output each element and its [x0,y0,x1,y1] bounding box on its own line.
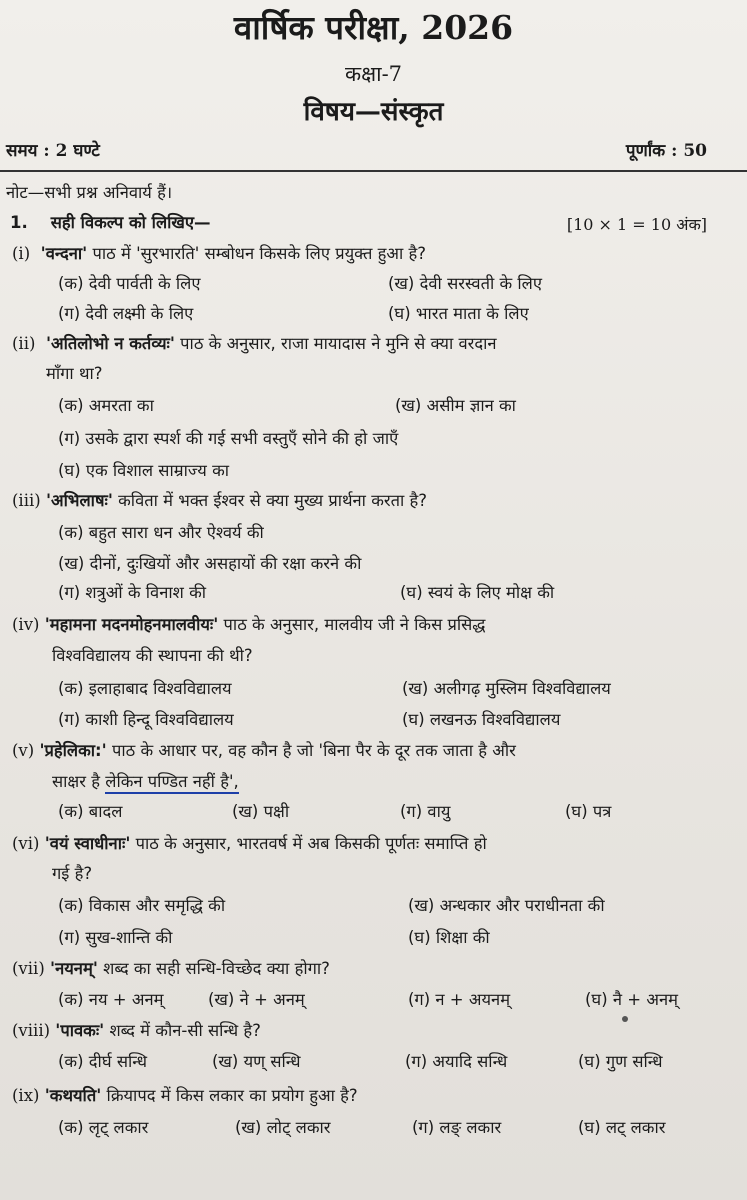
question-text: पाठ में 'सुरभारति' सम्बोधन किसके लिए प्रयुक्त हुआ है? [87,244,427,263]
option: (क) लृट् लकार [58,1118,149,1137]
option: (ख) यण् सन्धि [212,1052,301,1071]
option: (घ) एक विशाल साम्राज्य का [58,461,230,480]
question-text-part: साक्षर है [52,772,106,791]
option: (ख) ने + अनम् [208,990,305,1009]
question-keyword: 'महामना मदनमोहनमालवीयः' [44,615,219,634]
section-instruction: सही विकल्प को लिखिए— [50,213,211,232]
option: (ख) असीम ज्ञान का [395,396,516,415]
question-text-cont [52,771,239,793]
question-number: (v) [12,741,35,760]
option: (क) नय + अनम् [58,990,164,1009]
question-number: (iv) [12,615,40,634]
option: (क) दीर्घ सन्धि [58,1052,147,1071]
section-marks: [10 × 1 = 10 अंक] [566,215,707,234]
question-keyword: 'नयनम्' [50,959,98,978]
option: (घ) शिक्षा की [408,928,490,947]
option: (घ) लखनऊ विश्वविद्यालय [402,710,561,729]
question-keyword: 'प्रहेलिका:' [39,741,107,760]
option: (ग) देवी लक्ष्मी के लिए [58,304,194,323]
option: (क) बहुत सारा धन और ऐश्वर्य की [58,523,264,542]
ink-dot [622,1016,628,1022]
option: (ख) देवी सरस्वती के लिए [388,274,542,293]
question-text: क्रियापद में किस लकार का प्रयोग हुआ है? [101,1086,358,1105]
option: (घ) पत्र [565,802,612,821]
class-label: कक्षा-7 [344,62,403,86]
question-text-cont: विश्वविद्यालय की स्थापना की थी? [52,646,253,665]
underlined-phrase: लेकिन पण्डित नहीं है', [105,772,238,794]
option: (क) देवी पार्वती के लिए [58,274,201,293]
question-keyword: 'वयं स्वाधीनाः' [44,834,131,853]
question-keyword: 'वन्दना' [40,244,88,263]
question-ix [12,1085,358,1107]
option: (घ) स्वयं के लिए मोक्ष की [400,583,555,602]
full-marks-label: पूर्णांक : 50 [625,141,707,161]
question-keyword: 'पावकः' [55,1021,105,1040]
question-text: पाठ के अनुसार, राजा मायादास ने मुनि से क्या वरदान [174,334,497,353]
option: (क) इलाहाबाद विश्वविद्यालय [58,679,232,698]
subject-label: विषय—संस्कृत [303,97,444,127]
option: (घ) भारत माता के लिए [388,304,529,323]
question-number: (ii) [12,334,36,353]
question-number: (iii) [12,491,41,510]
question-keyword: 'कथयति' [44,1086,102,1105]
question-number: (vi) [12,834,40,853]
option: (ख) पक्षी [232,802,290,821]
time-label: समय : 2 घण्टे [6,141,100,161]
option: (क) बादल [58,802,123,821]
option: (क) अमरता का [58,396,154,415]
question-keyword: 'अतिलोभो न कर्तव्यः' [45,334,175,353]
question-text-cont: गई है? [52,864,93,883]
option: (क) विकास और समृद्धि की [58,896,226,915]
option: (ग) काशी हिन्दू विश्वविद्यालय [58,710,234,729]
question-text: शब्द में कौन-सी सन्धि है? [104,1021,261,1040]
question-text: कविता में भक्त ईश्वर से क्या मुख्य प्रार्थना करता है? [112,491,428,510]
option: (ग) अयादि सन्धि [405,1052,508,1071]
section-heading [10,212,211,234]
question-iii [12,490,427,512]
question-viii [12,1020,261,1042]
question-number: (viii) [12,1021,51,1040]
option: (घ) नै + अनम् [585,990,678,1009]
option: (ग) शत्रुओं के विनाश की [58,583,207,602]
question-i [12,243,426,265]
question-iv [12,614,485,636]
option: (ग) लङ् लकार [412,1118,502,1137]
option: (ख) अलीगढ़ मुस्लिम विश्वविद्यालय [402,679,611,698]
option: (ग) वायु [400,802,451,821]
option: (ख) लोट् लकार [235,1118,331,1137]
option: (ख) अन्धकार और पराधीनता की [408,896,605,915]
question-keyword: 'अभिलाषः' [45,491,113,510]
question-text: पाठ के अनुसार, भारतवर्ष में अब किसकी पूर्णतः समाप्ति हो [130,834,487,853]
question-number: (ix) [12,1086,40,1105]
question-text: पाठ के अनुसार, मालवीय जी ने किस प्रसिद्ध [218,615,486,634]
option: (घ) लट् लकार [578,1118,666,1137]
question-ii [12,333,497,355]
question-vii [12,958,330,980]
header-divider [0,170,747,172]
exam-title: वार्षिक परीक्षा, 2026 [233,8,514,47]
note-text: नोट—सभी प्रश्न अनिवार्य हैं। [6,183,173,202]
option: (घ) गुण सन्धि [578,1052,663,1071]
question-vi [12,833,487,855]
option: (ग) उसके द्वारा स्पर्श की गई सभी वस्तुएँ सोने की हो जाएँ [58,429,399,448]
question-v [12,740,516,762]
question-number: (vii) [12,959,45,978]
question-text-cont: माँगा था? [46,364,103,383]
option: (ग) न + अयनम् [408,990,511,1009]
option: (ख) दीनों, दुःखियों और असहायों की रक्षा करने की [58,554,362,573]
section-number: 1. [10,213,28,232]
question-text: शब्द का सही सन्धि-विच्छेद क्या होगा? [97,959,330,978]
question-number: (i) [12,244,31,263]
question-text: पाठ के आधार पर, वह कौन है जो 'बिना पैर के दूर तक जाता है और [106,741,516,760]
option: (ग) सुख-शान्ति की [58,928,173,947]
